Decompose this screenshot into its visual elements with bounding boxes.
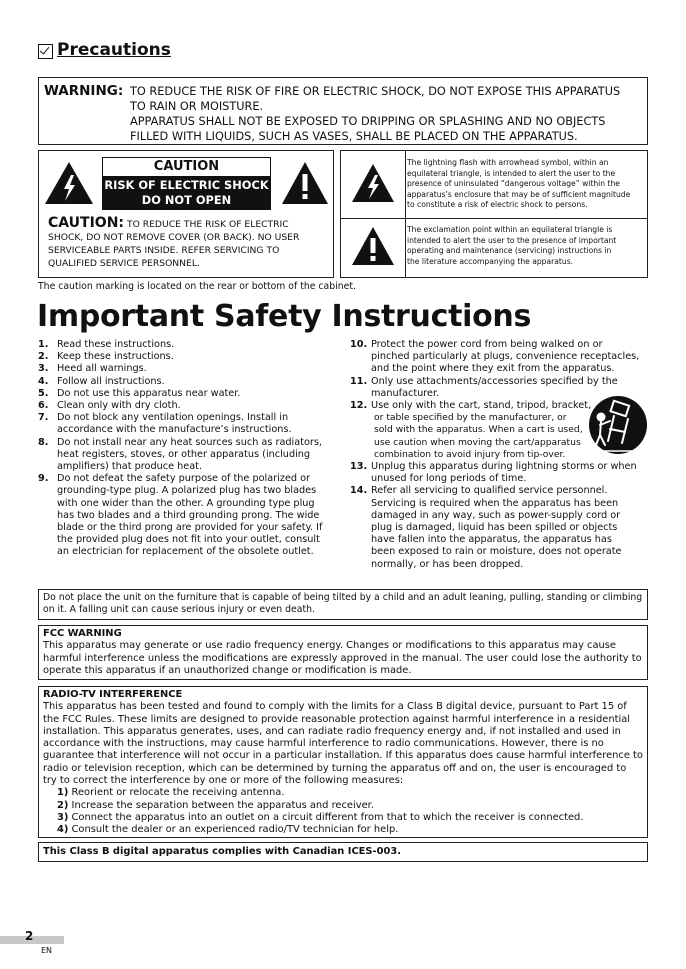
safety-item-line: combination to avoid injury from tip-over. (374, 448, 566, 460)
section-title: Precautions (57, 40, 171, 60)
safety-item-line: amplifiers) that produce heat. (57, 461, 203, 473)
safety-item-line: have fallen into the apparatus, the apparatus has (371, 534, 612, 546)
safety-item-line: Refer all servicing to qualified service personnel. (371, 485, 608, 497)
safety-item-line: Heed all warnings. (57, 363, 147, 375)
safety-item (38, 437, 333, 474)
safety-item-text (371, 339, 639, 376)
safety-item-text (57, 412, 292, 436)
safety-item-line: and the point where they exit from the apparatus. (371, 363, 615, 375)
safety-item-line: Use only with the cart, stand, tripod, bracket, (371, 400, 592, 412)
safety-title: Important Safety Instructions (37, 299, 532, 334)
cart-tipover-icon (588, 395, 648, 455)
warning-label: WARNING: (44, 83, 124, 99)
lightning-symbol-cell (341, 151, 406, 218)
safety-item-line: sold with the apparatus. When a cart is used, (374, 424, 583, 436)
page-number: 2 (25, 929, 34, 943)
measure-num: 4) (57, 824, 69, 836)
measure-item (43, 824, 643, 836)
caution-line: TO REDUCE THE RISK OF ELECTRIC (124, 219, 289, 230)
safety-item-line: Do not block any ventilation openings. Install in (57, 412, 289, 424)
band-line: DO NOT OPEN (141, 193, 232, 207)
safety-item-text (57, 376, 165, 388)
safety-item-number: 2. (38, 351, 49, 363)
symbol-text-line: operating and maintenance (servicing) instructions in (407, 246, 612, 255)
warning-line: TO RAIN OR MOISTURE. (130, 100, 264, 113)
safety-item-number: 8. (38, 436, 49, 448)
safety-item-line: the provided plug does not fit into your outlet, consult (57, 534, 320, 546)
radio-tv-heading: RADIO-TV INTERFERENCE (43, 689, 183, 700)
safety-item-line: Unplug this apparatus during lightning storms or when (371, 461, 637, 473)
safety-item-line: plug is damaged, liquid has been spilled or objects (371, 522, 618, 534)
safety-item (38, 363, 333, 375)
safety-item-text (371, 485, 622, 570)
safety-item (350, 485, 648, 570)
band-line: RISK OF ELECTRIC SHOCK (104, 178, 269, 192)
safety-item-line: an electrician for replacement of the obsolete outlet. (57, 546, 314, 558)
notice-line: Do not place the unit on the furniture that is capable of being tilted by a child and an adult leaning, pulling, standing or climbing (43, 592, 643, 603)
measure-text: Increase the separation between the apparatus and receiver. (68, 799, 374, 811)
caution-text (48, 217, 327, 270)
symbol-text-line: to constitute a risk of electric shock to persons. (407, 200, 588, 209)
safety-item-line: unused for long periods of time. (371, 473, 527, 485)
measure-item (43, 800, 643, 812)
warning-line: TO REDUCE THE RISK OF FIRE OR ELECTRIC SHOCK, DO NOT EXPOSE THIS APPARATUS (130, 85, 621, 98)
radio-tv-line: try to correct the interference by one or more of the following measures: (43, 775, 404, 787)
safety-item (38, 400, 333, 412)
fcc-line: This apparatus may generate or use radio frequency energy. Changes or modifications to this apparatus may cause (43, 640, 617, 652)
safety-item-line: Servicing is required when the apparatus has been (371, 497, 619, 509)
safety-item-text (57, 473, 322, 558)
safety-item-number: 14. (350, 485, 368, 497)
safety-item-line: Follow all instructions. (57, 375, 165, 387)
page-language: EN (41, 946, 53, 955)
measure-num: 2) (57, 799, 69, 811)
safety-item-line: damaged in any way, such as power-supply cord or (371, 509, 621, 521)
safety-item-text (57, 351, 174, 363)
caution-line: QUALIFIED SERVICE PERSONNEL. (48, 258, 200, 269)
checkbox-icon (38, 44, 53, 59)
warning-box (38, 77, 648, 145)
fcc-line: harmful interference unless the modifications are expressly approved in the manual. The user could lose the authority to (43, 652, 642, 664)
safety-item-text (57, 363, 147, 375)
safety-item (38, 339, 333, 351)
safety-item (38, 351, 333, 363)
measure-item (43, 787, 643, 799)
caution-marking-note: The caution marking is located on the rear or bottom of the cabinet. (38, 281, 356, 292)
notice-line: on it. A falling unit can cause serious injury or even death. (43, 604, 315, 616)
safety-item-number: 13. (350, 461, 368, 473)
safety-item (38, 376, 333, 388)
safety-item-line: Do not install near any heat sources such as radiators, (57, 436, 323, 448)
safety-item-line: with one wider than the other. A grounding type plug (57, 497, 315, 509)
radio-tv-line: accordance with the instructions, may cause harmful interference to radio communications. However, there is no (43, 738, 604, 750)
measure-num: 3) (57, 811, 69, 823)
safety-item-line: Do not use this apparatus near water. (57, 387, 241, 399)
safety-item-line: has two blades and a third grounding prong. The wide (57, 509, 320, 521)
safety-item (350, 339, 648, 376)
measure-text: Consult the dealer or an experienced radio/TV technician for help. (68, 824, 399, 836)
caution-line: SHOCK, DO NOT REMOVE COVER (OR BACK). NO USER (48, 232, 300, 243)
caution-heading: CAUTION (102, 157, 271, 177)
measure-num: 1) (57, 787, 69, 799)
safety-item-line: grounding-type plug. A polarized plug has two blades (57, 485, 317, 497)
exclamation-description (407, 225, 644, 267)
safety-item-number: 9. (38, 473, 49, 485)
fcc-line: operate this apparatus if an unauthorized change or modification is made. (43, 664, 412, 676)
tipover-notice (38, 589, 648, 620)
warning-text (130, 84, 643, 144)
safety-item (38, 412, 333, 436)
radio-tv-line: installation. This apparatus generates, uses, and can radiate radio frequency energy and, if not installed and used in (43, 725, 621, 737)
exclamation-icon (351, 226, 395, 266)
safety-item-line: Clean only with dry cloth. (57, 400, 181, 412)
symbol-text-line: intended to alert the user to the presence of important (407, 235, 617, 245)
lightning-icon (351, 163, 395, 203)
radio-tv-line: the FCC Rules. These limits are designed to provide reasonable protection against harmful interference in a residential (43, 713, 631, 725)
measure-text: Reorient or relocate the receiving antenna. (68, 787, 285, 799)
safety-item-line: been exposed to rain or moisture, does not operate (371, 546, 622, 558)
radio-tv-line: radio or television reception, which can be determined by turning the apparatus off and on, the user is encouraged to (43, 762, 627, 774)
safety-item-number: 3. (38, 363, 49, 375)
warning-line: APPARATUS SHALL NOT BE EXPOSED TO DRIPPING OR SPLASHING AND NO OBJECTS (130, 115, 606, 128)
safety-item-text (371, 461, 637, 485)
symbols-box (340, 150, 648, 278)
safety-item-line: use caution when moving the cart/apparatus (374, 436, 581, 448)
shock-warning-band (102, 177, 271, 210)
safety-item-number: 5. (38, 387, 49, 399)
safety-item-line: accordance with the manufacture’s instructions. (57, 424, 292, 436)
safety-item-line: Keep these instructions. (57, 351, 174, 363)
safety-item-text (57, 400, 181, 412)
safety-item (38, 388, 333, 400)
safety-item-number: 1. (38, 339, 49, 350)
section-header (38, 40, 171, 60)
safety-item-line: heat registers, stoves, or other apparatus (including (57, 448, 311, 460)
canadian-compliance-box: This Class B digital apparatus complies with Canadian ICES-003. (38, 842, 648, 862)
safety-item-line: Read these instructions. (57, 339, 175, 350)
safety-item-line: normally, or has been dropped. (371, 558, 524, 570)
lightning-description (407, 158, 644, 211)
safety-item-line: Do not defeat the safety purpose of the polarized or (57, 473, 311, 485)
safety-item-line: manufacturer. (371, 387, 440, 399)
radio-tv-line: guarantee that interference will not occur in a particular installation. If this apparatus does cause harmful interference to (43, 750, 643, 762)
safety-item (350, 461, 648, 485)
safety-item-number: 12. (350, 400, 368, 412)
safety-item-number: 10. (350, 339, 368, 350)
safety-list-left (38, 339, 333, 559)
exclamation-warning-icon (281, 161, 329, 205)
symbol-text-line: The lightning flash with arrowhead symbol, within an (407, 158, 609, 167)
safety-item-text (57, 388, 240, 400)
safety-item-number: 6. (38, 400, 49, 412)
safety-item-text (371, 376, 618, 400)
radio-tv-line: This apparatus has been tested and found to comply with the limits for a Class B digital device, pursuant to Part 15 of (43, 701, 627, 713)
warning-line: FILLED WITH LIQUIDS, SUCH AS VASES, SHALL BE PLACED ON THE APPARATUS. (130, 130, 578, 143)
symbol-text-line: equilateral triangle, is intended to alert the user to the (407, 168, 616, 178)
safety-item-text (57, 437, 322, 474)
fcc-heading: FCC WARNING (43, 628, 122, 639)
safety-item-line: or table specified by the manufacturer, or (374, 412, 567, 424)
caution-box (38, 150, 334, 278)
safety-item-line: Only use attachments/accessories specified by the (371, 375, 618, 387)
safety-item-line: Protect the power cord from being walked on or (371, 339, 603, 350)
safety-item-number: 11. (350, 375, 368, 387)
safety-item-number: 7. (38, 412, 49, 424)
symbol-text-line: presence of uninsulated “dangerous voltage” within the (407, 179, 620, 188)
safety-item-number: 4. (38, 375, 49, 387)
safety-item (38, 473, 333, 558)
fcc-warning-box (38, 625, 648, 680)
caution-bold: CAUTION: (48, 215, 125, 231)
safety-item-text (371, 400, 591, 461)
exclamation-symbol-cell (341, 218, 406, 278)
caution-label (102, 157, 271, 210)
symbol-text-line: the literature accompanying the apparatus. (407, 256, 574, 266)
symbol-text-line: The exclamation point within an equilateral triangle is (407, 225, 613, 234)
measure-text: Connect the apparatus into an outlet on a circuit different from that to which the receiver is connected. (68, 811, 584, 823)
lightning-warning-icon (44, 161, 94, 205)
measure-item (43, 812, 643, 824)
safety-item-text (57, 339, 174, 351)
caution-line: SERVICEABLE PARTS INSIDE. REFER SERVICING TO (48, 245, 280, 256)
radio-tv-interference-box (38, 686, 648, 838)
symbol-text-line: apparatus’s enclosure that may be of sufficient magnitude (407, 189, 631, 199)
safety-item-line: pinched particularly at plugs, convenience receptacles, (371, 351, 640, 363)
safety-item-line: blade or the third prong are provided for your safety. If (57, 522, 323, 534)
